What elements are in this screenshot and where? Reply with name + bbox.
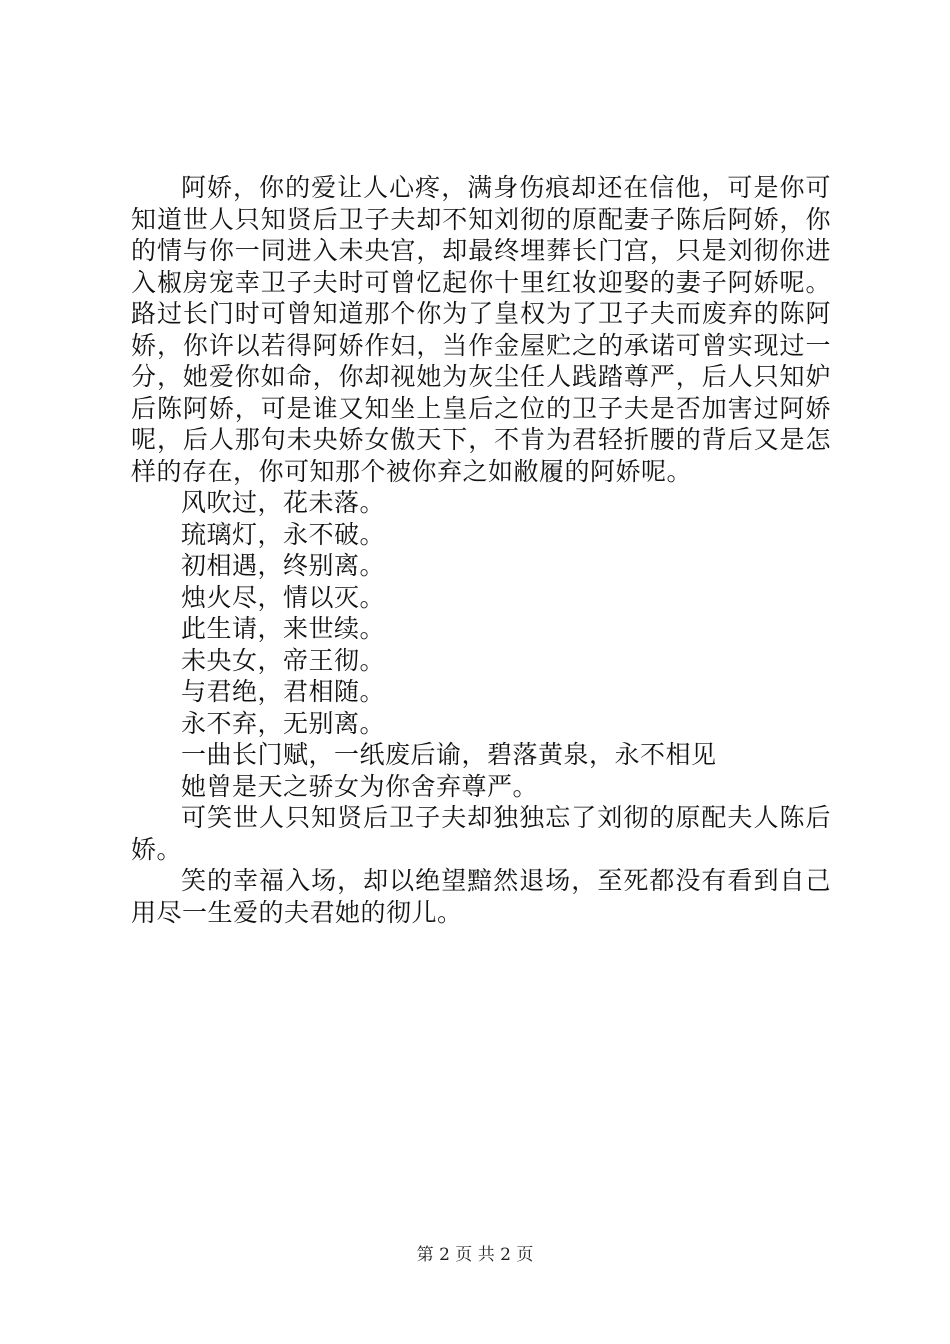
poem-line: 琉璃灯，永不破。 bbox=[181, 519, 386, 549]
poem-line: 她曾是天之骄女为你舍弃尊严。 bbox=[181, 771, 539, 801]
poem-line: 未央女，帝王彻。 bbox=[181, 645, 386, 675]
paragraph-closing: 可笑世人只知贤后卫子夫却独独忘了刘彻的原配夫人陈后娇。 bbox=[131, 803, 831, 864]
paragraph-closing: 笑的幸福入场，却以绝望黯然退场，至死都没有看到自己用尽一生爱的夫君她的彻儿。 bbox=[131, 866, 831, 927]
poem-line: 此生请，来世续。 bbox=[181, 614, 386, 643]
poem-line: 与君绝，君相随。 bbox=[181, 677, 386, 706]
poem-line: 永不弃，无别离。 bbox=[181, 708, 386, 738]
poem-line: 一曲长门赋，一纸废后谕，碧落黄泉，永不相见 bbox=[181, 740, 717, 769]
paragraph-main: 阿娇，你的爱让人心疼，满身伤痕却还在信他，可是你可知道世人只知贤后卫子夫却不知刘彻的原配妻子陈后阿娇，你的情与你一同进入未央宫，却最终埋葬长门宫，只是刘彻你进入椒房宠幸卫子夫时可曾忆起你十里红妆迎娶的妻子阿娇呢。路过长门时可曾知道那个你为了皇权为了卫子夫而废弃的陈阿娇，你许以若得阿娇作妇，当作金屋贮之的承诺可曾实现过一分，她爱你如命，你却视她为灰尘任人践踏尊严，后人只知妒后陈阿娇，可是谁又知坐上皇后之位的卫子夫是否加害过阿娇呢，后人那句未央娇女傲天下，不肯为君轻折腰的背后又是怎样的存在，你可知那个被你弃之如敝履的阿娇呢。 bbox=[131, 173, 831, 486]
page-footer: 第 2 页 共 2 页 bbox=[416, 1245, 534, 1265]
poem-line: 风吹过，花未落。 bbox=[181, 488, 386, 517]
poem-line: 初相遇，终别离。 bbox=[181, 551, 386, 580]
document-body bbox=[131, 172, 831, 928]
poem-line: 烛火尽，情以灭。 bbox=[181, 582, 386, 612]
